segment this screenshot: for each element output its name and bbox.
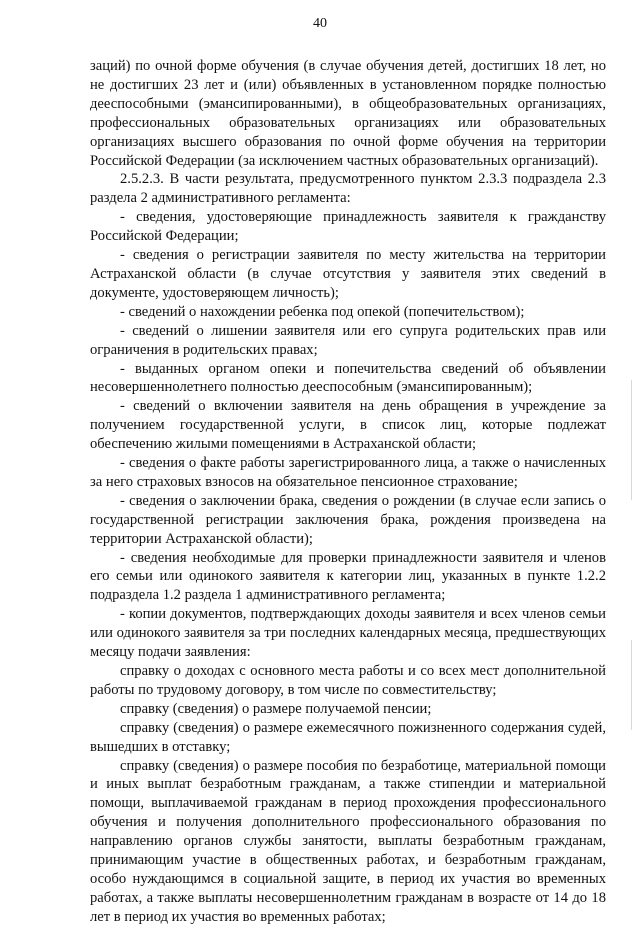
list-item: - сведений о включении заявителя на день обращения в учреждение за получением государственной услуги, в список лиц, которые подлежат обеспечению жилыми помещениями в Астраханской области; (90, 398, 606, 453)
list-item: - сведения о заключении брака, сведения о рождении (в случае если запись о государственной регистрации заключения брака, рождения произведена на территории Астраханской области); (90, 492, 606, 547)
document-body (90, 57, 606, 927)
list-item: - сведения необходимые для проверки принадлежности заявителя и членов его семьи или одинокого заявителя к категории лиц, указанных в пункте 1.2.2 подраздела 1.2 раздела 1 административного регламента; (90, 549, 606, 604)
paragraph: заций) по очной форме обучения (в случае обучения детей, достигших 18 лет, но не достигших 23 лет и (или) объявленных в установленном порядке полностью дееспособными (эмансипированными), в общеобразовательных организациях, профессиональных образовательных организациях или образовательных организациях высшего образования по очной форме обучения на территории Российской Федерации (за исключением частных образовательных организаций). (90, 58, 606, 169)
sub-item: справку (сведения) о размере ежемесячного пожизненного содержания судей, вышедших в отставку; (90, 719, 606, 755)
paragraph: 2.5.2.3. В части результата, предусмотренного пунктом 2.3.3 подраздела 2.3 раздела 2 административного регламента: (90, 171, 606, 207)
list-item: - сведения о регистрации заявителя по месту жительства на территории Астраханской области (в случае отсутствия у заявителя этих сведений в документе, удостоверяющем личность); (90, 247, 606, 301)
list-item: - сведений о лишении заявителя или его супруга родительских прав или ограничения в родительских правах; (90, 322, 606, 358)
sub-item: справку (сведения) о размере получаемой пенсии; (120, 700, 432, 717)
list-item: - сведений о нахождении ребенка под опекой (попечительством); (120, 303, 525, 320)
list-item: - сведения о факте работы зарегистрированного лица, а также о начисленных за него страховых взносов на обязательное пенсионное страхование; (90, 455, 606, 490)
page-number: 40 (313, 16, 327, 31)
list-item: - копии документов, подтверждающих доходы заявителя и всех членов семьи или одинокого заявителя за три последних календарных месяца, предшествующих месяцу подачи заявления: (90, 606, 606, 661)
scan-edge-mark (631, 380, 632, 500)
list-item: - сведения, удостоверяющие принадлежность заявителя к гражданству Российской Федерации; (90, 209, 606, 245)
list-item: - выданных органом опеки и попечительства сведений об объявлении несовершеннолетнего полностью дееспособным (эмансипированным); (90, 360, 606, 396)
sub-item: справку о доходах с основного места работы и со всех мест дополнительной работы по трудовому договору, в том числе по совместительству; (90, 663, 606, 698)
sub-item: справку (сведения) о размере пособия по безработице, материальной помощи и иных выплат безработным гражданам, а также стипендии и материальной помощи, выплачиваемой гражданам в период прохождения профессионального обучения и получения дополнительного профессионального образования по направлению органов службы занятости, выплаты безработным гражданам, принимающим участие в общественных работах, и безработным гражданам, особо нуждающимся в социальной защите, в период их участия во временных работах, а также выплаты несовершеннолетним гражданам в возрасте от 14 до 18 лет в период их участия во временных работах; (90, 757, 606, 925)
scan-edge-mark (631, 640, 632, 730)
